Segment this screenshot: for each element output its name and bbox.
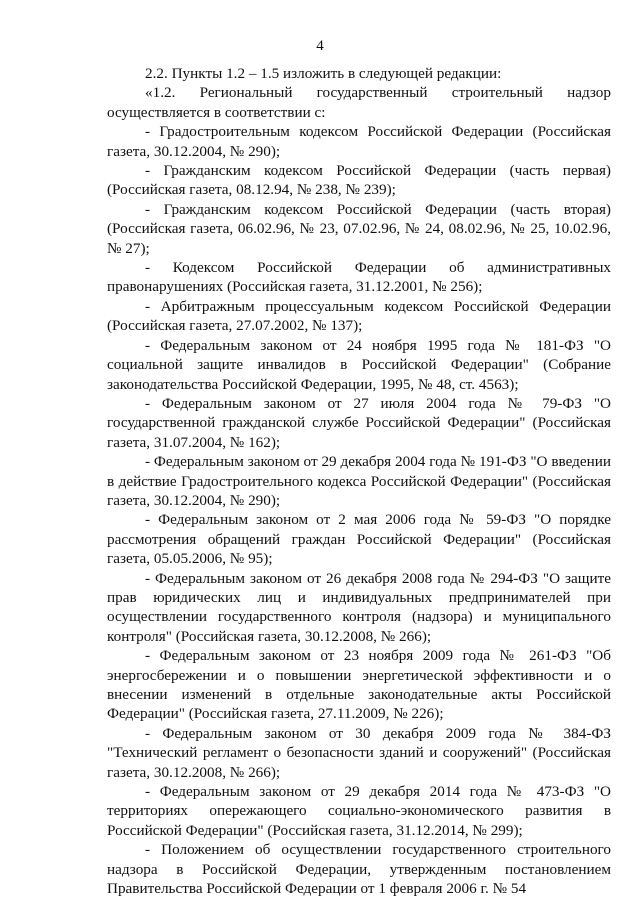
page-number: 4 bbox=[316, 38, 324, 54]
list-item-fz-294: - Федеральным законом от 26 декабря 2008 года № 294-ФЗ "О защите прав юридических лиц и индивидуальных предпринимателей при осуществлении государственного контроля (надзора) и муниципального контроля" (Российская газета, 30.12.2008, № 266); bbox=[107, 569, 611, 645]
paragraph-1-2: «1.2. Региональный государственный строительный надзор осуществляется в соответствии с: bbox=[107, 84, 611, 121]
list-item-fz-59: - Федеральным законом от 2 мая 2006 года № 59-ФЗ "О порядке рассмотрения обращений граждан Российской Федерации" (Российская газета, 05.05.2006, № 95); bbox=[107, 511, 611, 568]
list-item-grazhdansky-kodeks-2: - Гражданским кодексом Российской Федерации (часть вторая) (Российская газета, 06.02.96, № 23, 07.02.96, № 24, 08.02.96, № 25, 10.02.96, № 27); bbox=[107, 200, 611, 257]
list-item-fz-384: - Федеральным законом от 30 декабря 2009 года № 384-ФЗ "Технический регламент о безопасности зданий и сооружений" (Российская газета, 30.12.2008, № 266); bbox=[107, 724, 611, 781]
list-item-koap: - Кодексом Российской Федерации об административных правонарушениях (Российская газета, 31.12.2001, № 256); bbox=[107, 259, 611, 296]
list-item-fz-261: - Федеральным законом от 23 ноября 2009 года № 261-ФЗ "Об энергосбережении и о повышении энергетической эффективности и о внесении изменений в отдельные законодательные акты Российской Федерации" (Российская газета, 27.11.2009, № 226); bbox=[107, 647, 611, 723]
list-item-fz-473: - Федеральным законом от 29 декабря 2014 года № 473-ФЗ "О территориях опережающего социально-экономического развития в Российской Федерации" (Российская газета, 31.12.2014, № 299); bbox=[107, 783, 611, 839]
list-item-fz-79: - Федеральным законом от 27 июля 2004 года № 79-ФЗ "О государственной гражданской службе Российской Федерации" (Российская газета, 31.07.2004, № 162); bbox=[107, 394, 611, 451]
document-body bbox=[107, 64, 611, 898]
list-item-fz-191: - Федеральным законом от 29 декабря 2004 года № 191-ФЗ "О введении в действие Градостроительного кодекса Российской Федерации" (Российская газета, 30.12.2004, № 290); bbox=[107, 453, 611, 509]
paragraph-intro: 2.2. Пункты 1.2 – 1.5 изложить в следующей редакции: bbox=[145, 65, 502, 82]
list-item-gradostroitelny-kodeks: - Градостроительным кодексом Российской Федерации (Российская газета, 30.12.2004, № 290); bbox=[107, 123, 611, 160]
list-item-fz-181: - Федеральным законом от 24 ноября 1995 года № 181-ФЗ "О социальной защите инвалидов в Российской Федерации" (Собрание законодательства Российской Федерации, 1995, № 48, ст. 4563); bbox=[107, 336, 611, 393]
list-item-apk: - Арбитражным процессуальным кодексом Российской Федерации (Российская газета, 27.07.2002, № 137); bbox=[107, 297, 611, 335]
list-item-grazhdansky-kodeks-1: - Гражданским кодексом Российской Федерации (часть первая) (Российская газета, 08.12.94, № 238, № 239); bbox=[107, 162, 611, 199]
list-item-polozhenie: - Положением об осуществлении государственного строительного надзора в Российской Федерации, утвержденным постановлением Правительства Российской Федерации от 1 февраля 2006 г. № 54 bbox=[107, 841, 611, 898]
